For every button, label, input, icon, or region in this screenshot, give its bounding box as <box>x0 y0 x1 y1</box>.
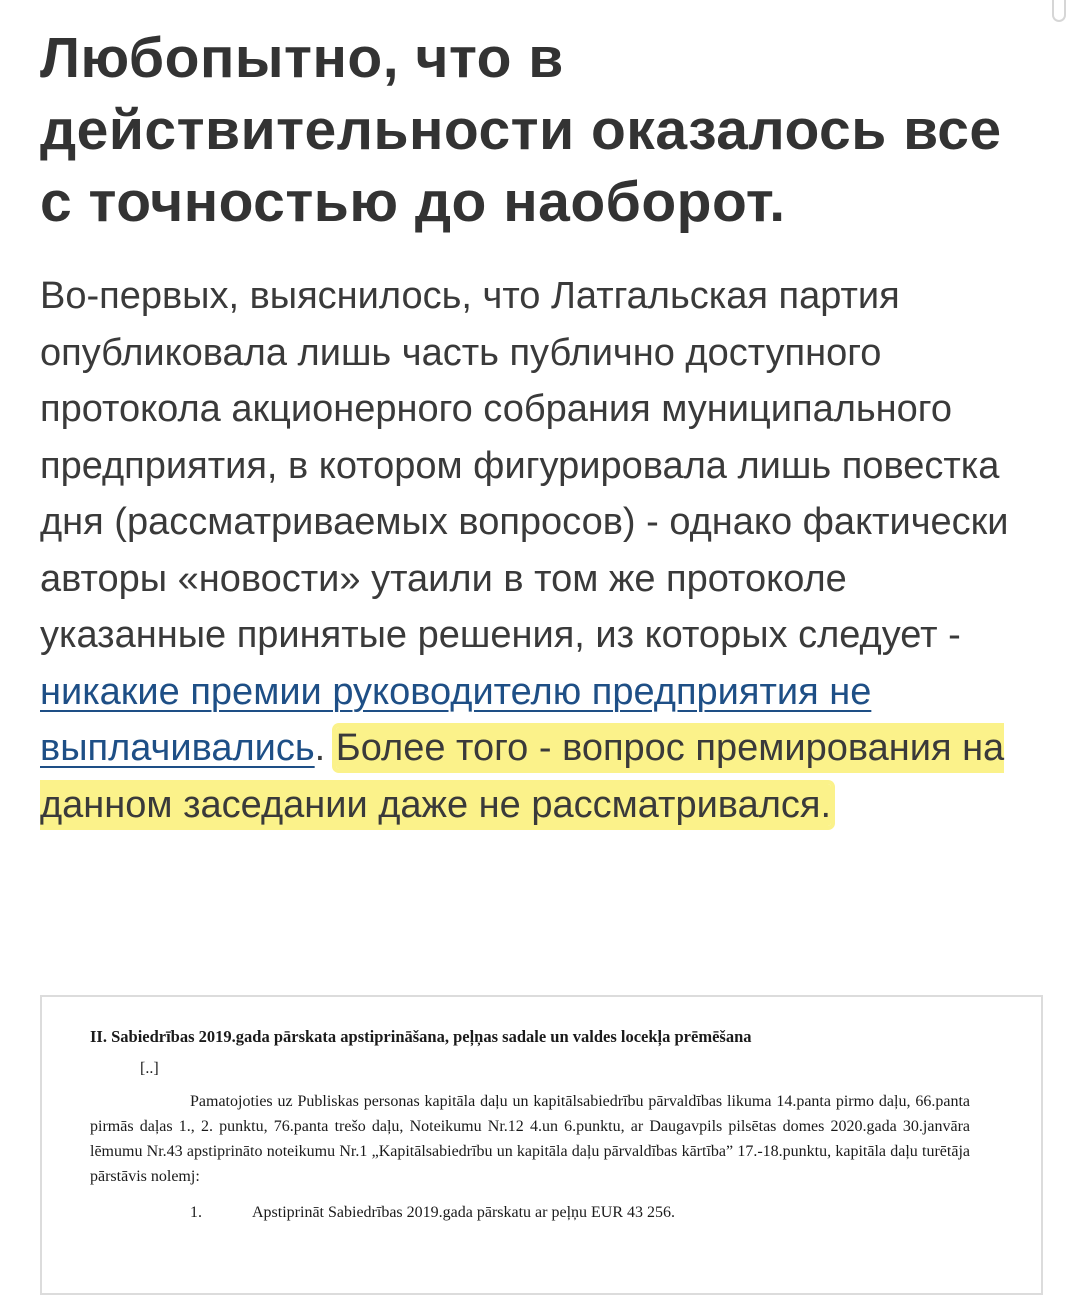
document-ellipsis: [..] <box>140 1060 159 1077</box>
highlighted-text: Более того - вопрос премирования на данном заседании даже не рассматривался. <box>40 727 1005 826</box>
document-screenshot <box>40 995 1043 1295</box>
document-list-item <box>190 1201 970 1225</box>
paragraph-text: Во-первых, выяснилось, что Латгальская партия опубликовала лишь часть публично доступного протокола акционерного собрания муниципального предприятия, в котором фигурировала лишь повестка дня (рассматриваемых вопросов) - однако фактически авторы «новости» утаили в том же протоколе указанные принятые решения, из которых следует - <box>40 275 1009 656</box>
document-item-number: 1. <box>190 1204 202 1221</box>
link-trailing-text: . <box>314 727 336 769</box>
document-item-text: Apstiprināt Sabiedrības 2019.gada pārskatu ar peļņu EUR 43 256. <box>252 1204 676 1221</box>
document-excerpt <box>90 1025 970 1225</box>
article-paragraph <box>40 268 1040 833</box>
scrollbar-indicator[interactable] <box>1052 0 1066 22</box>
document-paragraph: Pamatojoties uz Publiskas personas kapitāla daļu un kapitālsabiedrību pārvaldības likuma 14.panta pirmo daļu, 66.panta pirmās daļas 1., 2. punktu, 76.panta trešo daļu, Noteikumu Nr.12 4.un 6.punktu, ar Daugavpils pilsētas domes 2020.gada 30.janvāra lēmumu Nr.43 apstiprināto noteikumu Nr.1 „Kapitālsabiedrību un kapitāla daļu pārvaldības kārtība” 17.-18.punktu, kapitāla daļu turētāja pārstāvis nolemj: <box>90 1093 970 1185</box>
article-link[interactable]: никакие премии руководителю предприятия не выплачивались <box>40 670 872 769</box>
article-headline: Любопытно, что в действительности оказалось все с точностью до наоборот. <box>40 26 1002 234</box>
article <box>40 22 1050 833</box>
document-heading: II. Sabiedrības 2019.gada pārskata apstiprināšana, peļņas sadale un valdes locekļa prēmēšana <box>90 1027 752 1046</box>
